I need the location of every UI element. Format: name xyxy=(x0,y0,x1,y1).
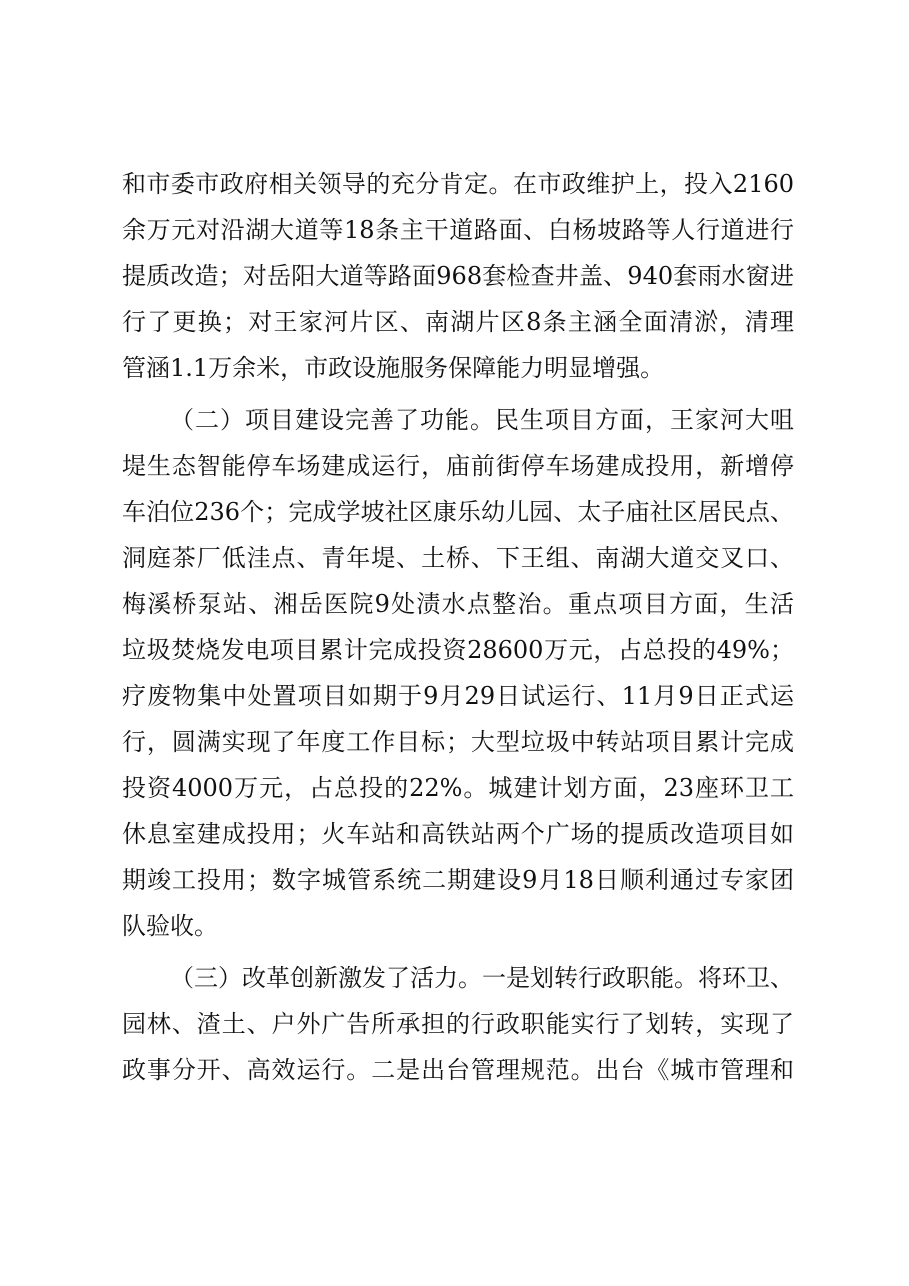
paragraph-2-line-12 xyxy=(0,906,909,946)
paragraph-2-line-9 xyxy=(0,768,909,808)
text-line: 行，圆满实现了年度工作目标；大型垃圾中转站项目累计完成 xyxy=(122,728,794,756)
text-line: 余万元对沿湖大道等18条主干道路面、白杨坡路等人行道进行 xyxy=(122,216,794,244)
paragraph-2-line-10 xyxy=(0,814,909,854)
text-line: 休息室建成投用；火车站和高铁站两个广场的提质改造项目如 xyxy=(122,820,794,848)
text-line: 车泊位236个；完成学坡社区康乐幼儿园、太子庙社区居民点、 xyxy=(122,498,794,526)
paragraph-1-line-2 xyxy=(0,210,909,250)
text-line: （二）项目建设完善了功能。民生项目方面，王家河大咀 xyxy=(170,406,794,434)
paragraph-2-line-1 xyxy=(0,400,909,440)
paragraph-3-line-3 xyxy=(0,1050,909,1090)
paragraph-1-line-5 xyxy=(0,348,909,388)
paragraph-1-line-4 xyxy=(0,302,909,342)
paragraph-2-line-11 xyxy=(0,860,909,900)
paragraph-2-line-6 xyxy=(0,630,909,670)
text-line: 垃圾焚烧发电项目累计完成投资28600万元，占总投的49%； xyxy=(122,636,794,664)
paragraph-3-line-1 xyxy=(0,958,909,998)
paragraph-2-line-4 xyxy=(0,538,909,578)
text-line: 疗废物集中处置项目如期于9月29日试运行、11月9日正式运 xyxy=(122,682,794,710)
text-line: 行了更换；对王家河片区、南湖片区8条主涵全面清淤，清理 xyxy=(122,308,794,336)
paragraph-1-line-3 xyxy=(0,256,909,296)
text-line: 管涵1.1万余米，市政设施服务保障能力明显增强。 xyxy=(122,354,665,382)
paragraph-1-line-1 xyxy=(0,164,909,204)
text-line: 洞庭茶厂低洼点、青年堤、土桥、下王组、南湖大道交叉口、 xyxy=(122,544,794,572)
text-line: 队验收。 xyxy=(122,912,218,940)
text-line: 和市委市政府相关领导的充分肯定。在市政维护上，投入2160 xyxy=(122,170,794,198)
text-line: 投资4000万元，占总投的22%。城建计划方面，23座环卫工 xyxy=(122,774,794,802)
text-line: 期竣工投用；数字城管系统二期建设9月18日顺利通过专家团 xyxy=(122,866,794,894)
paragraph-2-line-5 xyxy=(0,584,909,624)
text-line: 园林、渣土、户外广告所承担的行政职能实行了划转，实现了 xyxy=(122,1010,794,1038)
paragraph-2-line-2 xyxy=(0,446,909,486)
text-line: 梅溪桥泵站、湘岳医院9处渍水点整治。重点项目方面，生活 xyxy=(122,590,794,618)
paragraph-2-line-8 xyxy=(0,722,909,762)
text-line: （三）改革创新激发了活力。一是划转行政职能。将环卫、 xyxy=(170,964,794,992)
text-line: 堤生态智能停车场建成运行，庙前街停车场建成投用，新增停 xyxy=(122,452,794,480)
paragraph-2-line-3 xyxy=(0,492,909,532)
text-line: 政事分开、高效运行。二是出台管理规范。出台《城市管理和 xyxy=(122,1056,794,1084)
text-line: 提质改造；对岳阳大道等路面968套检查井盖、940套雨水窗进 xyxy=(122,262,794,290)
paragraph-2-line-7 xyxy=(0,676,909,716)
paragraph-3-line-2 xyxy=(0,1004,909,1044)
